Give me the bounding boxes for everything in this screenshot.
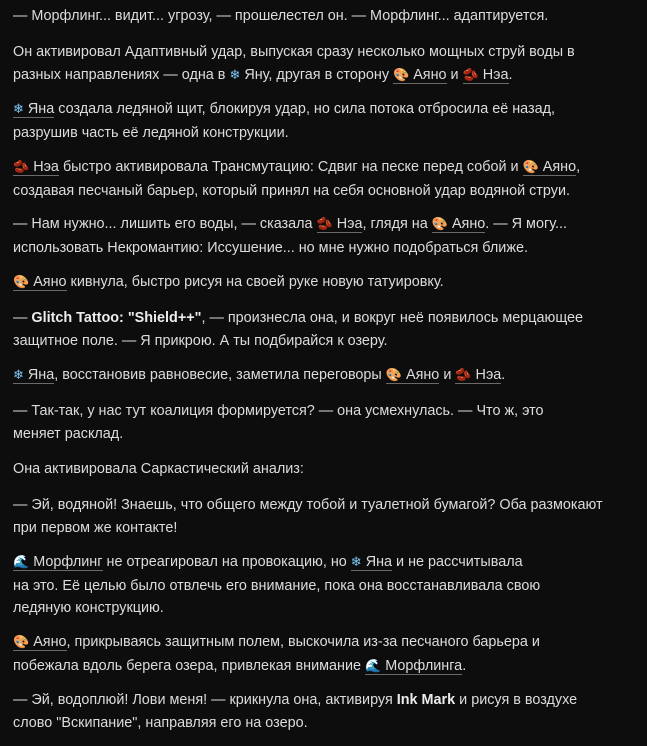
- paragraph: [13, 213, 638, 259]
- artist-palette-icon: 🎨: [393, 67, 410, 83]
- artist-palette-icon: 🎨: [13, 635, 30, 650]
- character-mention-yana: [351, 554, 392, 571]
- paragraph: [13, 5, 638, 28]
- text: и не рассчитывала: [396, 554, 523, 570]
- bean-icon: 🫘: [13, 160, 30, 175]
- text: — Так-так, у нас тут коалиция формируется? — она усмехнулась. — Что ж, это: [13, 403, 544, 419]
- snowflake-icon: ❄: [350, 555, 362, 570]
- text: быстро активировала Трансмутацию: Сдвиг на песке перед собой и: [62, 159, 519, 175]
- text: — Эй, водоплюй! Лови меня! — крикнула она, активируя: [13, 692, 393, 708]
- artist-palette-icon: 🎨: [385, 368, 402, 383]
- character-name: Яна: [27, 367, 55, 383]
- text: Яну, другая в сторону: [244, 66, 390, 83]
- character-name: Аяно: [451, 216, 486, 232]
- character-name: Морфлинг: [33, 554, 103, 570]
- character-name: Морфлинга: [385, 657, 463, 674]
- character-mention-yana: [13, 101, 54, 118]
- text: при первом же контакте!: [13, 519, 178, 536]
- paragraph: [13, 271, 638, 295]
- text: защитное поле. — Я прикрою. А ты подбирайся к озеру.: [13, 332, 388, 349]
- character-mention-ayano: [432, 216, 486, 233]
- text: —: [13, 310, 32, 326]
- bean-icon: 🫘: [316, 217, 333, 232]
- text: побежала вдоль берега озера, привлекая внимание: [13, 657, 361, 674]
- text: — Эй, водяной! Знаешь, что общего между тобой и туалетной бумагой? Оба размокают: [13, 497, 603, 513]
- text: разных направлениях — одна в: [13, 66, 226, 83]
- character-name: Нэа: [475, 367, 502, 383]
- character-name: Нэа: [336, 216, 363, 232]
- text: и рисуя в воздухе: [459, 692, 578, 708]
- text: , прикрываясь защитным полем, выскочила из-за песчаного барьера и: [66, 634, 540, 650]
- character-mention-ayano: [523, 159, 577, 176]
- artist-palette-icon: 🎨: [522, 160, 539, 175]
- paragraph: Он активировал Адаптивный удар, выпуская сразу несколько мощных струй воды в разных направлениях — одна в ❄ Яну, другая в сторону 🎨 Аяно и 🫘 Нэа.: [13, 44, 575, 83]
- bean-icon: 🫘: [455, 368, 472, 383]
- text: меняет расклад.: [13, 425, 124, 442]
- text: слово "Вскипание", направляя его на озеро.: [13, 714, 308, 731]
- character-name: Аяно: [405, 367, 440, 383]
- character-mention-ayano: [13, 634, 67, 651]
- skill-name: Glitch Tattoo: "Shield++": [31, 310, 202, 326]
- character-name: Аяно: [33, 274, 67, 290]
- text: и: [443, 367, 452, 383]
- artist-palette-icon: 🎨: [13, 275, 30, 290]
- text: — Морфлинг... видит... угрозу, — прошелестел он. — Морфлинг... адаптируется.: [13, 8, 549, 24]
- text: ледяную конструкцию.: [13, 600, 164, 616]
- snowflake-icon: ❄: [13, 368, 24, 383]
- paragraph: 🎨 Аяно, прикрываясь защитным полем, выскочила из-за песчаного барьера и побежала вдоль берега озера, привлекая внимание 🌊 Морфлинга.: [13, 634, 540, 674]
- text: и: [450, 66, 459, 83]
- water-wave-icon: 🌊: [13, 555, 30, 570]
- text: кивнула, быстро рисуя на своей руке новую татуировку.: [70, 274, 444, 290]
- character-mention-ayano: [13, 274, 67, 291]
- text: Он активировал Адаптивный удар, выпуская сразу несколько мощных струй воды в: [13, 44, 575, 60]
- character-mention-ayano: [386, 367, 440, 384]
- character-mention-yana: [13, 367, 54, 384]
- snowflake-icon: ❄: [13, 102, 24, 117]
- character-mention-morphling: [365, 658, 462, 675]
- text: , восстановив равновесие, заметила переговоры: [54, 367, 382, 383]
- snowflake-icon: ❄: [229, 67, 241, 83]
- paragraph: ❄ Яна, восстановив равновесие, заметила переговоры 🎨 Аяно и 🫘 Нэа.: [13, 367, 506, 383]
- character-name: Яна: [365, 554, 393, 570]
- paragraph: [13, 551, 638, 620]
- character-name: Аяно: [33, 634, 67, 650]
- text: использовать Некромантию: Иссушение... но мне нужно подобраться ближе.: [13, 239, 528, 256]
- water-wave-icon: 🌊: [365, 658, 382, 674]
- paragraph: [13, 458, 638, 481]
- character-mention-ayano: [393, 67, 447, 84]
- bean-icon: 🫘: [462, 67, 479, 83]
- character-mention-nea: [13, 159, 59, 176]
- artist-palette-icon: 🎨: [431, 217, 448, 232]
- text: . — Я могу...: [485, 216, 567, 232]
- paragraph: [13, 400, 638, 445]
- character-name: Нэа: [482, 66, 509, 83]
- text: — Нам нужно... лишить его воды, — сказала: [13, 216, 313, 232]
- skill-name: Ink Mark: [396, 692, 456, 708]
- character-mention-nea: [317, 216, 363, 233]
- text: не отреагировал на провокацию, но: [106, 554, 347, 570]
- paragraph: [13, 98, 638, 144]
- character-name: Нэа: [33, 159, 59, 175]
- paragraph: [13, 494, 638, 539]
- text: создавая песчаный барьер, который принял на себя основной удар водяной струи.: [13, 182, 570, 199]
- text: создала ледяной щит, блокируя удар, но сила потока отбросила её назад,: [58, 101, 555, 117]
- text: , глядя на: [362, 216, 428, 232]
- character-name: Яна: [27, 101, 55, 117]
- character-mention-nea: [455, 367, 501, 384]
- character-name: Аяно: [542, 159, 577, 175]
- paragraph: [13, 307, 638, 352]
- paragraph: 🫘 Нэа быстро активировала Трансмутацию: Сдвиг на песке перед собой и 🎨 Аяно, создавая песчаный барьер, который принял на себя основной удар водяной струи.: [13, 159, 581, 199]
- character-mention-morphling: [13, 554, 103, 571]
- text: на это. Её целью было отвлечь его внимание, пока она восстанавливала свою: [13, 577, 541, 594]
- text: , — произнесла она, и вокруг неё появилось мерцающее: [201, 310, 584, 326]
- paragraph: [13, 689, 638, 734]
- character-name: Аяно: [413, 66, 447, 83]
- text: разрушив часть её ледяной конструкции.: [13, 124, 289, 141]
- text: Она активировала Саркастический анализ:: [13, 461, 304, 477]
- character-mention-nea: [463, 67, 509, 84]
